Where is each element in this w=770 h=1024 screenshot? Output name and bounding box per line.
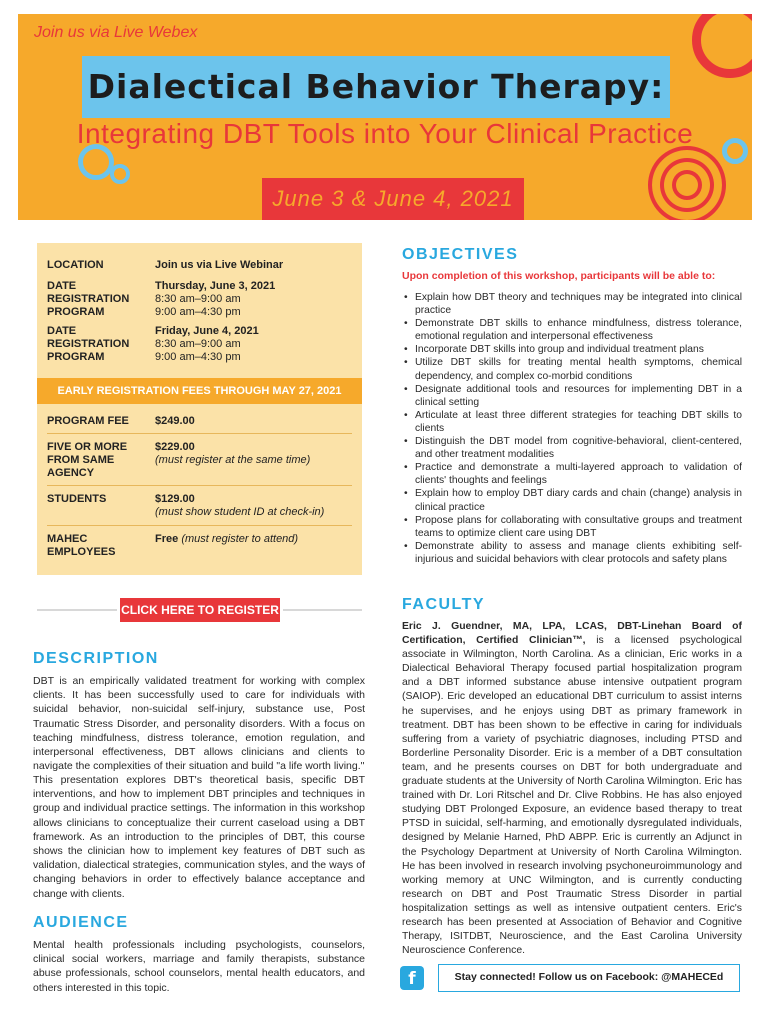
faculty-name: Eric J. Guendner, MA, LPA, LCAS, DBT-Linehan Board of Certification, Certified Clinician™, (402, 621, 742, 647)
faculty-bio (402, 620, 742, 958)
fee-value (155, 533, 355, 546)
title-box (82, 56, 670, 118)
facebook-icon[interactable]: f (400, 966, 424, 990)
register-line-right (283, 609, 362, 611)
page-subtitle: Integrating DBT Tools into Your Clinical Practice (76, 118, 694, 149)
ring-decoration-left-small (110, 164, 130, 184)
day2-program-time: 9:00 am–4:30 pm (155, 351, 241, 363)
fee-amount: $229.00 (155, 441, 195, 453)
fee-note: (must register at the same time) (155, 454, 311, 466)
fee-label: STUDENTS (47, 493, 107, 505)
page-title: Dialectical Behavior Therapy: (87, 67, 665, 106)
event-info-box (37, 243, 362, 575)
ring-decoration-right-outer (648, 146, 726, 220)
day1-values (155, 280, 355, 319)
list-item: • Distinguish the DBT model from cognitive-behavioral, client-centered, and other treatment modalities (402, 435, 742, 461)
day1-registration-time: 8:30 am–9:00 am (155, 293, 241, 305)
list-item: • Explain how to employ DBT diary cards and chain (change) analysis in clinical practice (402, 487, 742, 513)
fee-amount: $129.00 (155, 493, 195, 505)
event-dates-bar (262, 178, 524, 220)
header-banner (18, 14, 752, 220)
day2-date: Friday, June 4, 2021 (155, 325, 259, 337)
audience-heading: AUDIENCE (33, 914, 129, 931)
list-item: • Incorporate DBT skills into group and individual treatment plans (402, 343, 742, 356)
objectives-heading: OBJECTIVES (402, 246, 519, 263)
event-dates: June 3 & June 4, 2021 (272, 186, 514, 211)
day2-registration-time: 8:30 am–9:00 am (155, 338, 241, 350)
fee-note: (must show student ID at check-in) (155, 506, 325, 518)
register-button[interactable]: CLICK HERE TO REGISTER (120, 598, 280, 622)
description-paragraph-1: DBT is an empirically validated treatment for working with complex clients. It has been successfully used to care for individuals with suicidal behavior, non-suicidal self-injury, substance use, Post Traumatic Stress Disorder, and personality disorders. With a focus on teaching mindfulness, distress tolerance, emotion regulation, and interpersonal effectiveness, DBT allows clinicians and clients to navigate the complexities of their situation and build "a life worth living." (33, 675, 365, 773)
list-item: • Explain how DBT theory and techniques may be integrated into clinical practice (402, 291, 742, 317)
day2-labels: DATE REGISTRATION PROGRAM (47, 325, 130, 363)
objectives-intro: Upon completion of this workshop, participants will be able to: (402, 270, 716, 282)
list-item: • Propose plans for collaborating with consultative groups and treatment teams to optimize client care using DBT (402, 514, 742, 540)
day1-labels: DATE REGISTRATION PROGRAM (47, 280, 130, 318)
list-item: • Articulate at least three different strategies for teaching DBT skills to clients (402, 409, 742, 435)
list-item: • Demonstrate DBT skills to enhance mindfulness, distress tolerance, emotional regulation and interpersonal effectiveness (402, 317, 742, 343)
register-line-left (37, 609, 117, 611)
ring-decoration-top-right (692, 14, 752, 78)
fee-divider (47, 525, 352, 526)
location-label: LOCATION (47, 259, 104, 271)
early-registration-bar: EARLY REGISTRATION FEES THROUGH MAY 27, 2021 (37, 378, 362, 404)
day2-values (155, 325, 355, 364)
fee-amount: $249.00 (155, 415, 195, 427)
facebook-follow-link[interactable]: Stay connected! Follow us on Facebook: @MAHECEd (438, 964, 740, 992)
fee-divider (47, 485, 352, 486)
location-value: Join us via Live Webinar (155, 259, 284, 271)
list-item: • Utilize DBT skills for treating mental health symptoms, chemical dependency, and complex co-morbid conditions (402, 356, 742, 382)
audience-text: Mental health professionals including psychologists, counselors, clinical social workers, marriage and family therapists, substance abuse professionals, school counselors, mental health educators, and others interested in this topic. (33, 939, 365, 994)
fee-label: FIVE OR MORE FROM SAME AGENCY (47, 441, 128, 479)
fee-divider (47, 433, 352, 434)
description-heading: DESCRIPTION (33, 650, 159, 667)
objectives-list (402, 291, 742, 566)
faculty-bio-text: is a licensed psychological associate in Wilmington, North Carolina. As a clinician, Eric works in a Dialectical Behavioral Therapy focused partial hospitalization program and a DBT informed substance abuse intensive outpatient program (SAIOP). Eric developed an educational DBT curriculum to assist interns he supervises, and he enjoys using DBT as primary framework in treatment. DBT has been shown to be effective in caring for individuals suffering from a variety of psychiatric diagnoses, including PTSD and Borderline Personality Disorder. Eric is a member of a DBT consultation team, and he presents courses on DBT for both undergraduate and graduate students at the University of North Carolina Wilmington. Eric has trained with Dr. Lori Ritschel and Dr. Clive Robbins. He has also enjoyed studying DBT Prolonged Exposure, an evidence based therapy to treat PTSD in suicidal, self-harming, and emotionally dysregulated individuals, designed by Melanie Harned, PhD ABPP. Eric is currently an Adjunct in the Psychology Department at University of North Carolina Wilmington. He has been involved in research involving psychoneuroimmunology and working memory at UNC Wilmington, and is currently conducting research on DBT and Post Traumatic Stress Disorder in partial hospitalization settings as well as intensive outpatient centers. Eric's research has been presented at Association of Behavior and Cognitive Therapy, ISITDBT, Neuroscience, and the East Carolina University Neuroscience Conference. (402, 635, 742, 957)
list-item: • Practice and demonstrate a multi-layered approach to validation of clients' thoughts and feelings (402, 461, 742, 487)
webex-tagline: Join us via Live Webex (34, 24, 198, 41)
day1-date: Thursday, June 3, 2021 (155, 280, 276, 292)
list-item: • Demonstrate ability to assess and manage clients exhibiting self-injurious and suicidal behaviors with clear protocols and safety plans (402, 540, 742, 566)
fee-amount: Free (155, 533, 179, 545)
fee-label: PROGRAM FEE (47, 415, 129, 427)
faculty-heading: FACULTY (402, 596, 486, 613)
day1-program-time: 9:00 am–4:30 pm (155, 306, 241, 318)
fee-note: (must register to attend) (181, 533, 299, 545)
fee-value (155, 493, 355, 519)
list-item: • Designate additional tools and resources for implementing DBT in a clinical setting (402, 383, 742, 409)
fee-value (155, 441, 355, 467)
fee-label: MAHEC EMPLOYEES (47, 533, 116, 558)
description-paragraph-2: This presentation explores DBT's theoretical basis, specific DBT interventions, and how to implement DBT principles and techniques in group and individual practice settings. The information in this workshop allows clinicians to conceptualize their current caseload using a DBT framework. As an introduction to the principles of DBT, this course shows the clinician how to implement key features of DBT such as validation, dialectical strategies, communication styles, and the ways of changing behaviors in order to effectively balance acceptance and change with clients. (33, 774, 365, 900)
